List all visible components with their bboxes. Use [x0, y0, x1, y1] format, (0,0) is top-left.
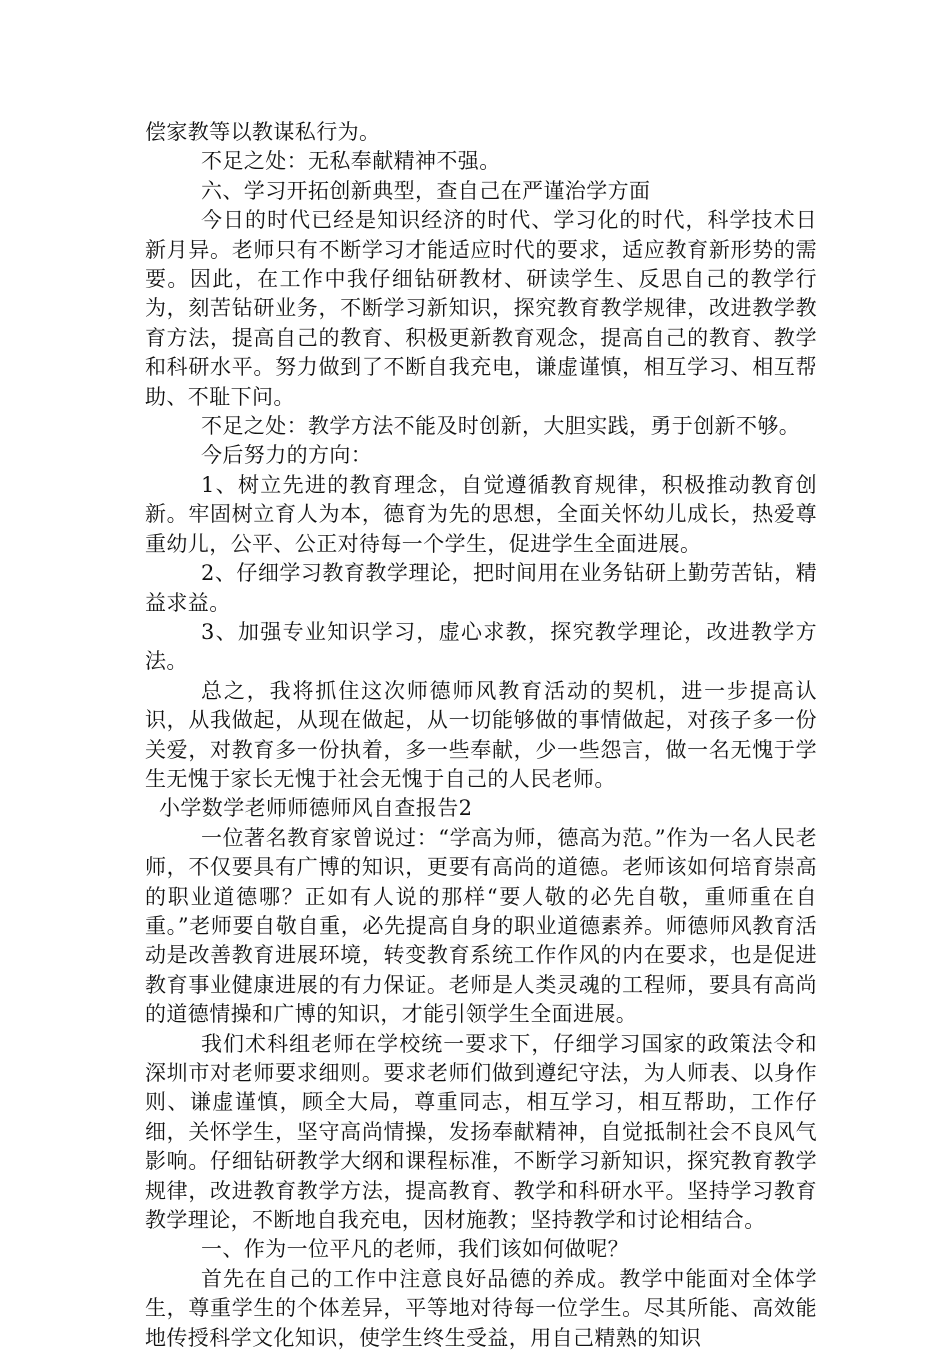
paragraph-shortcoming-1: 不足之处：无私奉献精神不强。: [201, 149, 501, 174]
paragraph-future-direction: 今后努力的方向：: [201, 443, 373, 468]
paragraph-conclusion: 总之，我将抓住这次师德师风教育活动的契机，进一步提高认识，从我做起，从现在做起，从一切能够做的事情做起，对孩子多一份关爱，对教育多一份执着，多一些奉献，少一些怨言，做一名无愧于学生无愧于家长无愧于社会无愧于自己的人民老师。: [145, 678, 817, 791]
list-item-3: 3、加强专业知识学习，虚心求教，探究教学理论，改进教学方法。: [145, 619, 817, 674]
section-heading-one: 一、作为一位平凡的老师，我们该如何做呢？: [201, 1237, 629, 1262]
paragraph-educator-quote: 一位著名教育家曾说过：“学高为师，德高为范。”作为一名人民老师，不仅要具有广博的知识，更要有高尚的道德。老师该如何培育崇高的职业道德哪？正如有人说的那样“要人敬的必先自敬，重师重在自重。”老师要自敬自重，必先提高自身的职业道德素养。师德师风教育活动是改善教育进展环境，转变教育系统工作作风的内在要求，也是促进教育事业健康进展的有力保证。老师是人类灵魂的工程师，要具有高尚的道德情操和广博的知识，才能引领学生全面进展。: [145, 825, 817, 1027]
paragraph-shortcoming-2: 不足之处：教学方法不能及时创新，大胆实践，勇于创新不够。: [201, 414, 801, 439]
paragraph-team-requirements: 我们术科组老师在学校统一要求下，仔细学习国家的政策法令和深圳市对老师要求细则。要求老师们做到遵纪守法，为人师表、以身作则、谦虚谨慎，顾全大局，尊重同志，相互学习，相互帮助，工作仔细，关怀学生，坚守高尚情操，发扬奉献精神，自觉抵制社会不良风气影响。仔细钻研教学大纲和课程标准，不断学习新知识，探究教育教学规律，改进教育教学方法，提高教育、教学和科研水平。坚持学习教育教学理论，不断地自我充电，因材施教；坚持教学和讨论相结合。: [145, 1031, 817, 1233]
paragraph-continuation: 偿家教等以教谋私行为。: [145, 120, 381, 144]
section-heading-six: 六、学习开拓创新典型，查自己在严谨治学方面: [201, 178, 651, 203]
paragraph-learning: 今日的时代已经是知识经济的时代、学习化的时代，科学技术日新月异。老师只有不断学习才能适应时代的要求，适应教育新形势的需要。因此，在工作中我仔细钻研教材、研读学生、反思自己的教学行为，刻苦钻研业务，不断学习新知识，探究教育教学规律，改进教学教育方法，提高自己的教育、积极更新教育观念，提高自己的教育、教学和科研水平。努力做到了不断自我充电，谦虚谨慎，相互学习、相互帮助、不耻下问。: [145, 208, 817, 409]
paragraph-good-conduct: 首先在自己的工作中注意良好品德的养成。教学中能面对全体学生，尊重学生的个体差异，平等地对待每一位学生。尽其所能、高效能地传授科学文化知识，使学生终生受益，用自己精熟的知识: [145, 1266, 817, 1350]
list-item-1: 1、树立先进的教育理念，自觉遵循教育规律，积极推动教育创新。牢固树立育人为本，德育为先的思想，全面关怀幼儿成长，热爱尊重幼儿，公平、公正对待每一个学生，促进学生全面进展。: [145, 472, 817, 556]
list-item-2: 2、仔细学习教育教学理论，把时间用在业务钻研上勤劳苦钻，精益求益。: [145, 561, 817, 615]
document-body: [145, 118, 817, 1353]
report-title-2: 小学数学老师师德师风自查报告2: [159, 796, 473, 821]
